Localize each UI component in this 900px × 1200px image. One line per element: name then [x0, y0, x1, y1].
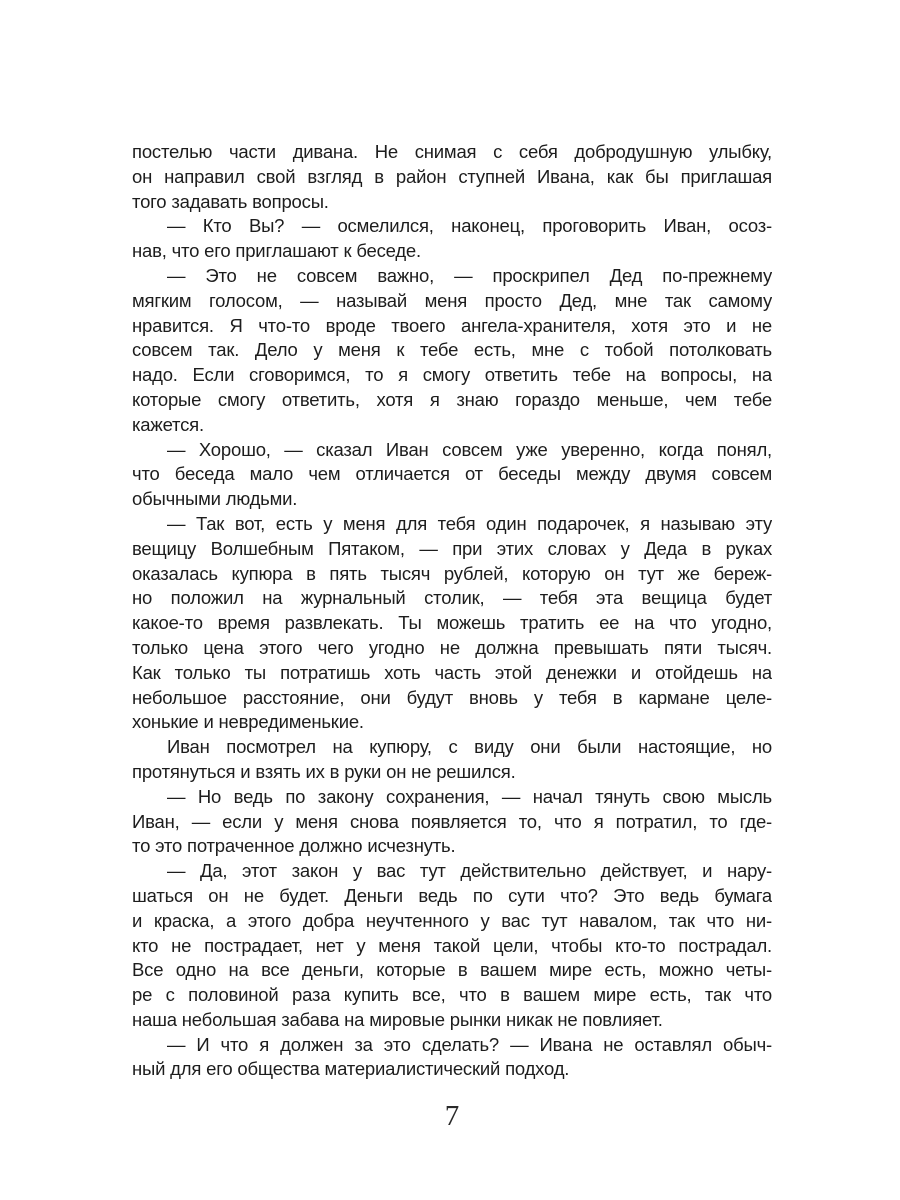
text-line: то это потраченное должно исчезнуть. — [132, 835, 456, 857]
text-line: Иван посмотрел на купюру, с виду они были настоящие, но — [167, 736, 772, 758]
text-line: шаться он не будет. Деньги ведь по сути что? Это ведь бумага — [132, 884, 772, 906]
text-line: кто не пострадает, нет у меня такой цели, чтобы кто-то пострадал. — [132, 934, 772, 956]
text-line: протянуться и взять их в руки он не решился. — [132, 760, 516, 782]
paragraph — [132, 1033, 772, 1083]
text-line: постелью части дивана. Не снимая с себя добродушную улыбку, — [132, 141, 772, 162]
paragraph — [132, 438, 772, 512]
text-line: мягким голосом, — называй меня просто Дед, мне так самому — [132, 289, 772, 311]
paragraph — [132, 264, 772, 438]
text-line: небольшое расстояние, они будут вновь у тебя в кармане целе- — [132, 686, 772, 708]
paragraph — [132, 785, 772, 859]
text-line: которые смогу ответить, хотя я знаю гораздо меньше, чем тебе — [132, 388, 772, 410]
text-line: — Хорошо, — сказал Иван совсем уже уверенно, когда понял, — [167, 438, 772, 460]
text-line: — Но ведь по закону сохранения, — начал тянуть свою мысль — [167, 785, 772, 807]
text-line: какое-то время развлекать. Ты можешь тратить ее на что угодно, — [132, 612, 772, 634]
text-line: совсем так. Дело у меня к тебе есть, мне с тобой потолковать — [132, 339, 772, 361]
text-line: вещицу Волшебным Пятаком, — при этих словах у Деда в руках — [132, 537, 772, 559]
text-line: того задавать вопросы. — [132, 190, 329, 212]
text-line: Все одно на все деньги, которые в вашем мире есть, можно четы- — [132, 959, 772, 981]
text-line: надо. Если сговоримся, то я смогу ответить тебе на вопросы, на — [132, 364, 772, 386]
text-line: — Кто Вы? — осмелился, наконец, проговорить Иван, осоз- — [167, 215, 772, 237]
text-line: Как только ты потратишь хоть часть этой денежки и отойдешь на — [132, 661, 772, 683]
paragraph — [132, 859, 772, 1033]
text-line: обычными людьми. — [132, 488, 298, 510]
text-line: и краска, а этого добра неучтенного у вас тут навалом, так что ни- — [132, 909, 772, 931]
paragraph — [132, 512, 772, 735]
text-block — [132, 140, 772, 1082]
text-line: — Так вот, есть у меня для тебя один подарочек, я называю эту — [167, 512, 772, 534]
paragraph — [132, 735, 772, 785]
text-line: — Да, этот закон у вас тут действительно действует, и нару- — [167, 860, 772, 882]
text-line: — И что я должен за это сделать? — Ивана не оставлял обыч- — [167, 1033, 772, 1055]
text-line: он направил свой взгляд в район ступней Ивана, как бы приглашая — [132, 165, 772, 187]
text-line: нав, что его приглашают к беседе. — [132, 240, 421, 262]
text-line: Иван, — если у меня снова появляется то, что я потратил, то где- — [132, 810, 772, 832]
text-line: оказалась купюра в пять тысяч рублей, которую он тут же береж- — [132, 562, 772, 584]
text-line: наша небольшая забава на мировые рынки никак не повлияет. — [132, 1008, 663, 1030]
text-line: ный для его общества материалистический подход. — [132, 1058, 570, 1080]
text-line: хонькие и невредименькие. — [132, 711, 364, 733]
paragraph — [132, 140, 772, 214]
text-line: но положил на журнальный столик, — тебя эта вещица будет — [132, 587, 772, 609]
page-number: 7 — [444, 1100, 460, 1132]
text-line: что беседа мало чем отличается от беседы между двумя совсем — [132, 463, 772, 485]
text-line: ре с половиной раза купить все, что в вашем мире есть, так что — [132, 984, 772, 1006]
text-line: — Это не совсем важно, — проскрипел Дед по-прежнему — [167, 264, 772, 286]
text-line: нравится. Я что-то вроде твоего ангела-хранителя, хотя это и не — [132, 314, 772, 336]
text-line: кажется. — [132, 413, 204, 435]
text-line: только цена этого чего угодно не должна превышать пяти тысяч. — [132, 636, 772, 658]
paragraph — [132, 214, 772, 264]
